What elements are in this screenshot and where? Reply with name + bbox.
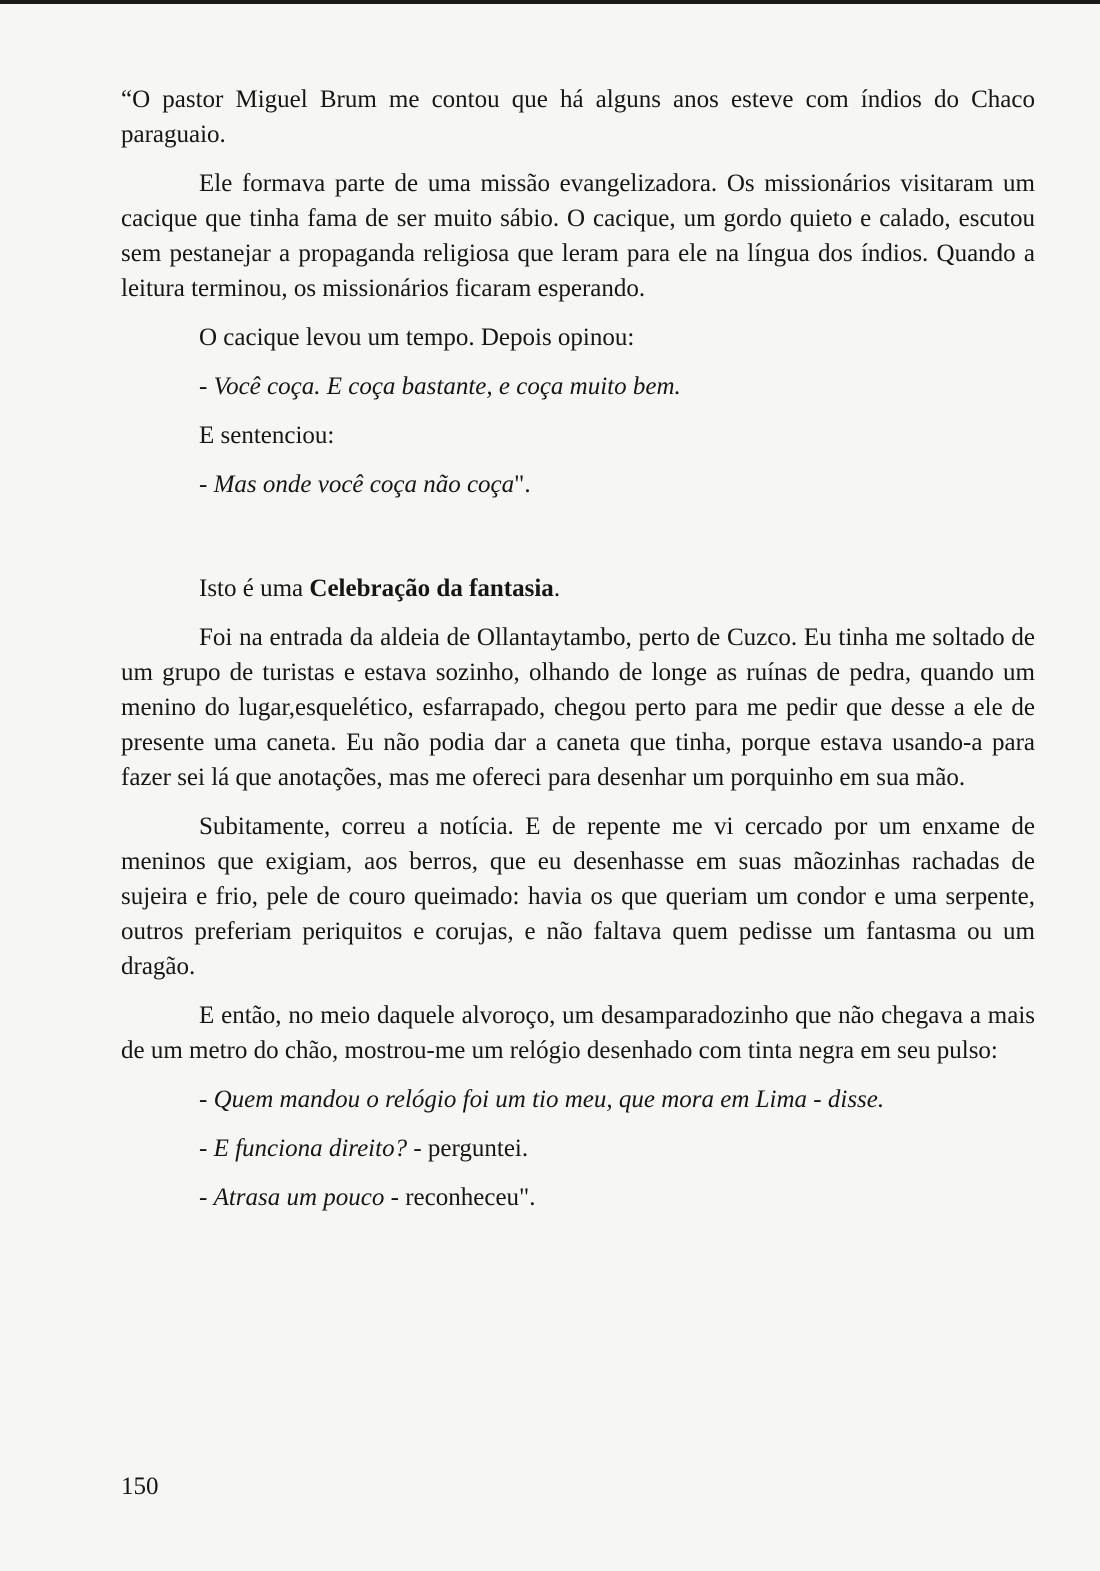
dialogue-text: - Você coça. E coça bastante, e coça muito bem. (199, 373, 681, 400)
closing-quote: ". (514, 471, 531, 498)
heading-period: . (553, 575, 561, 602)
paragraph: E então, no meio daquele alvoroço, um desamparadozinho que não chegava a mais de um metro do chão, mostrou-me um relógio desenhado com tinta negra em seu pulso: (121, 1002, 1035, 1064)
dialogue-tail: - reconheceu". (384, 1184, 536, 1211)
dialogue-dash: - (199, 1135, 214, 1162)
paragraph: Subitamente, correu a notícia. E de repente me vi cercado por um enxame de meninos que exigiam, aos berros, que eu desenhasse em suas mãozinhas rachadas de sujeira e frio, pele de couro queimado: havia os que queriam um condor e uma serpente, outros preferiam periquitos e corujas, e não faltava quem pedisse um fantasma ou um dragão. (121, 813, 1035, 980)
dialogue-line (121, 369, 1035, 404)
dialogue-text: E funciona direito? (213, 1135, 408, 1162)
heading-intro: Isto é uma (199, 575, 310, 602)
heading-title: Celebração da fantasia (309, 575, 554, 602)
dialogue-line (121, 467, 1035, 502)
paragraph: “O pastor Miguel Brum me contou que há alguns anos esteve com índios do Chaco paraguaio. (121, 86, 1035, 148)
dialogue-text: - Quem mandou o relógio foi um tio meu, que mora em Lima - disse. (199, 1086, 885, 1113)
dialogue-line (121, 1131, 1035, 1166)
dialogue-text: Mas onde você coça não coça (213, 471, 515, 498)
paragraph: O cacique levou um tempo. Depois opinou: (199, 324, 635, 351)
page-number: 150 (121, 1473, 159, 1500)
dialogue-dash: - (199, 1184, 214, 1211)
page-body (121, 82, 1035, 1215)
dialogue-line (121, 1180, 1035, 1215)
dialogue-text: Atrasa um pouco (213, 1184, 385, 1211)
paragraph: Ele formava parte de uma missão evangelizadora. Os missionários visitaram um cacique que tinha fama de ser muito sábio. O cacique, um gordo quieto e calado, escutou sem pestanejar a propaganda religiosa que leram para ele na língua dos índios. Quando a leitura terminou, os missionários ficaram esperando. (121, 170, 1035, 302)
dialogue-tail: - perguntei. (407, 1135, 529, 1162)
section-heading (121, 571, 1035, 606)
paragraph: E sentenciou: (199, 422, 335, 449)
scan-top-edge (0, 0, 1100, 4)
dialogue-dash: - (199, 471, 214, 498)
paragraph: Foi na entrada da aldeia de Ollantaytambo, perto de Cuzco. Eu tinha me soltado de um grupo de turistas e estava sozinho, olhando de longe as ruínas de pedra, quando um menino do lugar,esquelético, esfarrapado, chegou perto para me pedir que desse a ele de presente uma caneta. Eu não podia dar a caneta que tinha, porque estava usando-a para fazer sei lá que anotações, mas me ofereci para desenhar um porquinho em sua mão. (121, 624, 1035, 791)
dialogue-line (121, 1082, 1035, 1117)
